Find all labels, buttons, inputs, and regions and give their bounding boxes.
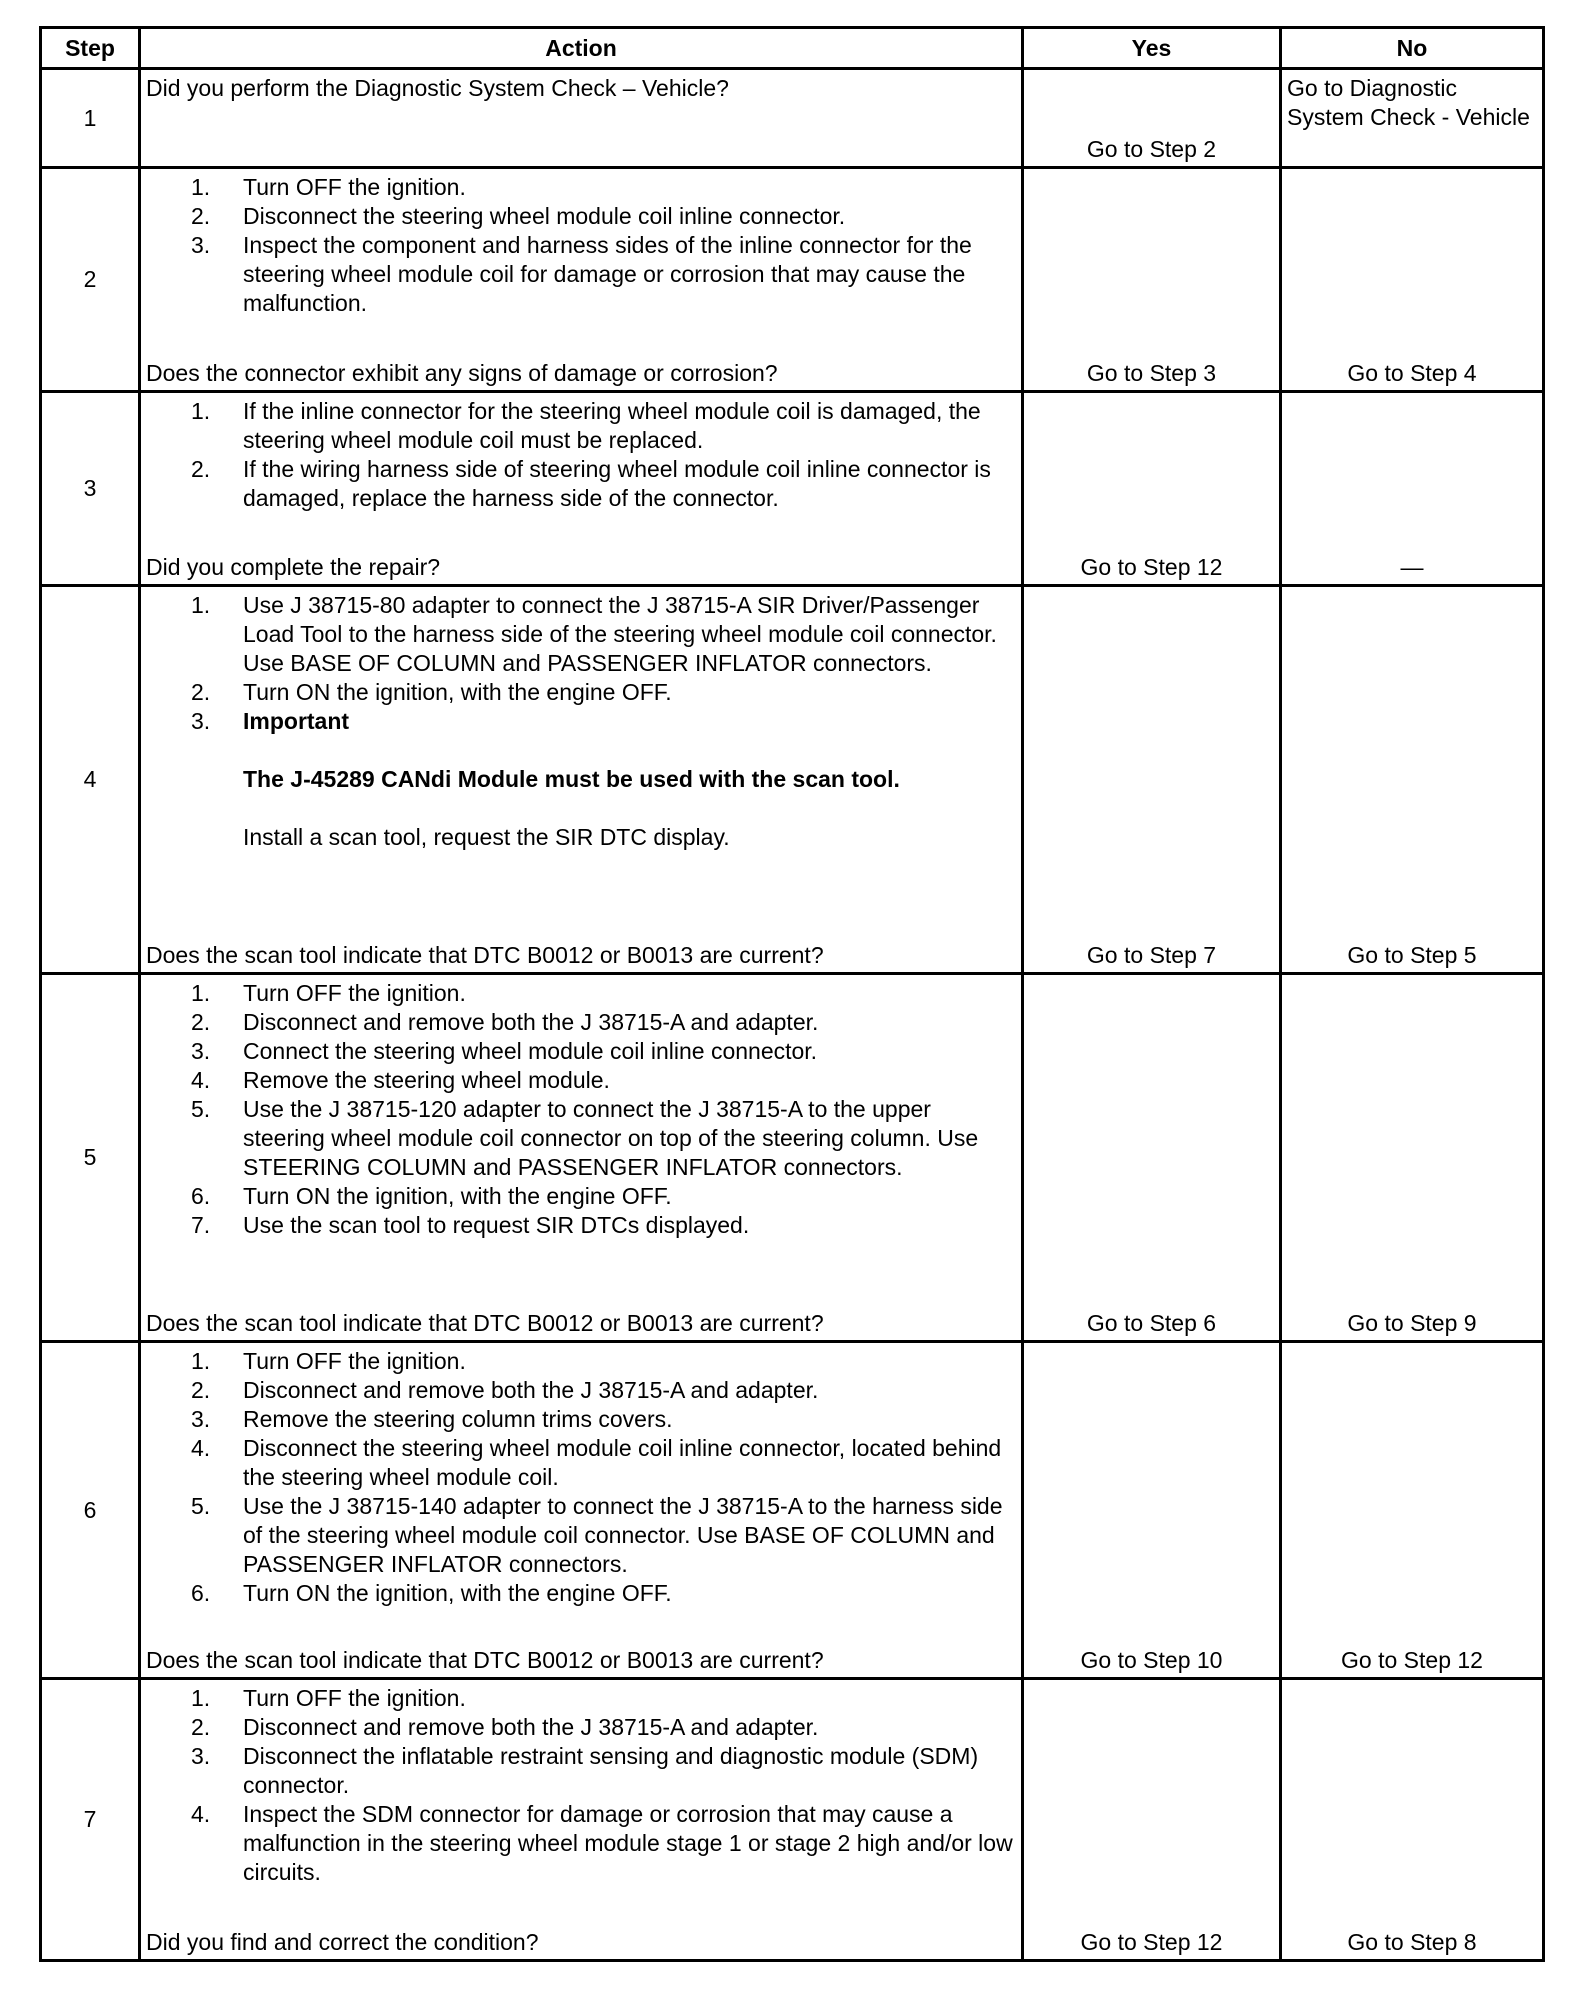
question-text: Does the scan tool indicate that DTC B0012 or B0013 are current? <box>146 1310 824 1336</box>
no-cell: — <box>1282 393 1542 584</box>
list-item: 2. Turn ON the ignition, with the engine OFF. <box>191 679 672 705</box>
yes-cell: Go to Step 12 <box>1024 393 1279 584</box>
step-number: 1 <box>42 70 138 166</box>
yes-cell: Go to Step 3 <box>1024 169 1279 390</box>
header-no: No <box>1282 29 1542 67</box>
list-item: 1. If the inline connector for the steering wheel module coil is damaged, the steering wheel module coil must be replaced. <box>191 398 981 453</box>
list-item: 4. Disconnect the steering wheel module coil inline connector, located behind the steering wheel module coil. <box>191 1435 1002 1490</box>
action-steps-list <box>146 1684 1015 1887</box>
list-item: 4. Remove the steering wheel module. <box>191 1067 610 1093</box>
table-row <box>42 975 1542 1340</box>
table-row <box>42 1343 1542 1677</box>
action-steps-list <box>146 397 1015 513</box>
list-item: 3. Remove the steering column trims covers. <box>191 1406 673 1432</box>
diagnostic-table-container <box>39 26 1545 1962</box>
list-item: 3. Disconnect the inflatable restraint sensing and diagnostic module (SDM) connector. <box>191 1743 979 1798</box>
no-cell: Go to Step 12 <box>1282 1343 1542 1677</box>
action-cell <box>141 587 1021 972</box>
list-item: 3. Important The J-45289 CANdi Module must be used with the scan tool. Install a scan tool, request the SIR DTC display. <box>146 707 1015 852</box>
important-heading: Important <box>243 708 350 734</box>
action-cell <box>141 70 1021 166</box>
list-item: 2. Disconnect the steering wheel module coil inline connector. <box>191 203 846 229</box>
no-cell: Go to Step 5 <box>1282 587 1542 972</box>
diagnostic-table <box>39 26 1545 1962</box>
step-number: 4 <box>42 587 138 972</box>
question-text: Does the scan tool indicate that DTC B0012 or B0013 are current? <box>146 1647 824 1673</box>
no-cell: Go to Step 8 <box>1282 1680 1542 1959</box>
table-row <box>42 70 1542 166</box>
action-steps-list <box>146 979 1015 1240</box>
important-text: Install a scan tool, request the SIR DTC display. <box>243 824 730 850</box>
action-steps-list <box>146 1347 1015 1608</box>
action-cell <box>141 169 1021 390</box>
action-steps-list <box>146 173 1015 318</box>
list-item: 1. Turn OFF the ignition. <box>191 1685 466 1711</box>
action-cell <box>141 393 1021 584</box>
list-item: 1. Turn OFF the ignition. <box>191 980 466 1006</box>
yes-cell: Go to Step 7 <box>1024 587 1279 972</box>
table-row <box>42 1680 1542 1959</box>
no-cell: Go to Diagnostic System Check - Vehicle <box>1282 70 1542 166</box>
table-row <box>42 587 1542 972</box>
header-action: Action <box>141 29 1021 67</box>
step-number: 5 <box>42 975 138 1340</box>
list-item: 5. Use the J 38715-120 adapter to connect the J 38715-A to the upper steering wheel module coil connector on top of the steering column. Use STEERING COLUMN and PASSENGER INFLATOR connectors. <box>191 1096 979 1180</box>
action-steps-list <box>146 591 1015 852</box>
question-text: Did you perform the Diagnostic System Check – Vehicle? <box>146 75 729 101</box>
list-item: 1. Use J 38715-80 adapter to connect the J 38715-A SIR Driver/Passenger Load Tool to the harness side of the steering wheel module coil connector. Use BASE OF COLUMN and PASSENGER INFLATOR connectors. <box>191 592 997 676</box>
list-item: 6. Turn ON the ignition, with the engine OFF. <box>191 1580 672 1606</box>
step-number: 7 <box>42 1680 138 1959</box>
question-text: Did you find and correct the condition? <box>146 1929 539 1955</box>
list-item: 2. Disconnect and remove both the J 38715-A and adapter. <box>191 1714 819 1740</box>
action-cell <box>141 1680 1021 1959</box>
yes-cell: Go to Step 2 <box>1024 70 1279 166</box>
list-item: 5. Use the J 38715-140 adapter to connect the J 38715-A to the harness side of the steering wheel module coil connector. Use BASE OF COLUMN and PASSENGER INFLATOR connectors. <box>191 1493 1003 1577</box>
question-text: Does the connector exhibit any signs of damage or corrosion? <box>146 360 778 386</box>
question-text: Did you complete the repair? <box>146 554 441 580</box>
list-item: 2. Disconnect and remove both the J 38715-A and adapter. <box>191 1009 819 1035</box>
important-note: The J-45289 CANdi Module must be used with the scan tool. <box>243 766 900 792</box>
list-item: 6. Turn ON the ignition, with the engine OFF. <box>191 1183 672 1209</box>
table-row <box>42 393 1542 584</box>
step-number: 3 <box>42 393 138 584</box>
yes-cell: Go to Step 6 <box>1024 975 1279 1340</box>
list-item: 3. Connect the steering wheel module coil inline connector. <box>191 1038 818 1064</box>
step-number: 2 <box>42 169 138 390</box>
table-row <box>42 169 1542 390</box>
yes-cell: Go to Step 12 <box>1024 1680 1279 1959</box>
list-item: 7. Use the scan tool to request SIR DTCs displayed. <box>191 1212 750 1238</box>
header-yes: Yes <box>1024 29 1279 67</box>
list-item: 1. Turn OFF the ignition. <box>191 1348 466 1374</box>
list-item: 1. Turn OFF the ignition. <box>191 174 466 200</box>
no-cell: Go to Step 4 <box>1282 169 1542 390</box>
yes-cell: Go to Step 10 <box>1024 1343 1279 1677</box>
list-item: 3. Inspect the component and harness sides of the inline connector for the steering wheel module coil for damage or corrosion that may cause the malfunction. <box>191 232 972 316</box>
question-text: Does the scan tool indicate that DTC B0012 or B0013 are current? <box>146 942 824 968</box>
header-row <box>42 29 1542 67</box>
action-cell <box>141 1343 1021 1677</box>
step-number: 6 <box>42 1343 138 1677</box>
no-cell: Go to Step 9 <box>1282 975 1542 1340</box>
header-step: Step <box>42 29 138 67</box>
list-item: 2. Disconnect and remove both the J 38715-A and adapter. <box>191 1377 819 1403</box>
action-cell <box>141 975 1021 1340</box>
list-item: 2. If the wiring harness side of steering wheel module coil inline connector is damaged, replace the harness side of the connector. <box>191 456 991 511</box>
list-item: 4. Inspect the SDM connector for damage or corrosion that may cause a malfunction in the steering wheel module stage 1 or stage 2 high and/or low circuits. <box>191 1801 1013 1885</box>
